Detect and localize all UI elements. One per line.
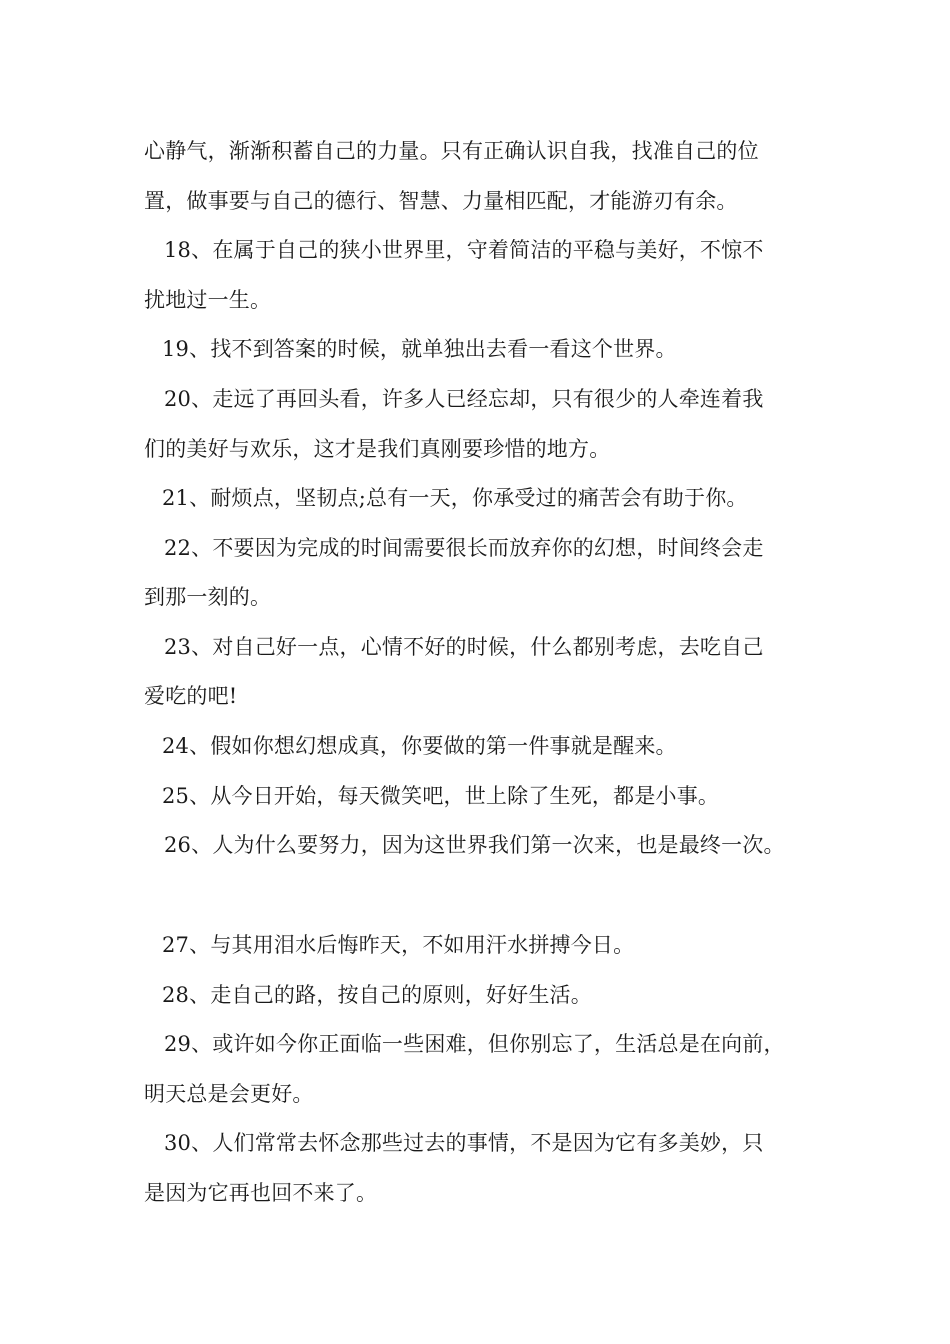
- list-item-29: 29、或许如今你正面临一些困难，但你别忘了，生活总是在向前，: [164, 1032, 785, 1056]
- list-item-25: 25、从今日开始，每天微笑吧，世上除了生死，都是小事。: [162, 784, 720, 808]
- list-item-19: 19、找不到答案的时候，就单独出去看一看这个世界。: [162, 337, 677, 361]
- text-line: 置，做事要与自己的德行、智慧、力量相匹配，才能游刃有余。: [144, 189, 738, 213]
- list-item-22: 22、不要因为完成的时间需要很长而放弃你的幻想，时间终会走: [164, 536, 764, 560]
- text-line: 扰地过一生。: [144, 288, 272, 312]
- text-line: 到那一刻的。: [144, 585, 272, 609]
- list-item-18: 18、在属于自己的狭小世界里，守着简洁的平稳与美好，不惊不: [164, 238, 764, 262]
- text-line: 爱吃的吧!: [144, 684, 238, 708]
- list-item-24: 24、假如你想幻想成真，你要做的第一件事就是醒来。: [162, 734, 677, 758]
- list-item-23: 23、对自己好一点，心情不好的时候，什么都别考虑，去吃自己: [164, 635, 764, 659]
- list-item-30: 30、人们常常去怀念那些过去的事情，不是因为它有多美妙，只: [164, 1131, 764, 1155]
- list-item-27: 27、与其用泪水后悔昨天，不如用汗水拼搏今日。: [162, 933, 635, 957]
- text-line: 明天总是会更好。: [144, 1082, 314, 1106]
- list-item-28: 28、走自己的路，按自己的原则，好好生活。: [162, 983, 592, 1007]
- text-line: 们的美好与欢乐，这才是我们真刚要珍惜的地方。: [144, 437, 611, 461]
- list-item-21: 21、耐烦点，坚韧点;总有一天，你承受过的痛苦会有助于你。: [162, 486, 748, 510]
- list-item-20: 20、走远了再回头看，许多人已经忘却，只有很少的人牵连着我: [164, 387, 764, 411]
- text-line: 心静气，渐渐积蓄自己的力量。只有正确认识自我，找准自己的位: [144, 139, 759, 163]
- list-item-26: 26、人为什么要努力，因为这世界我们第一次来，也是最终一次。: [164, 833, 785, 857]
- text-line: 是因为它再也回不来了。: [144, 1181, 378, 1205]
